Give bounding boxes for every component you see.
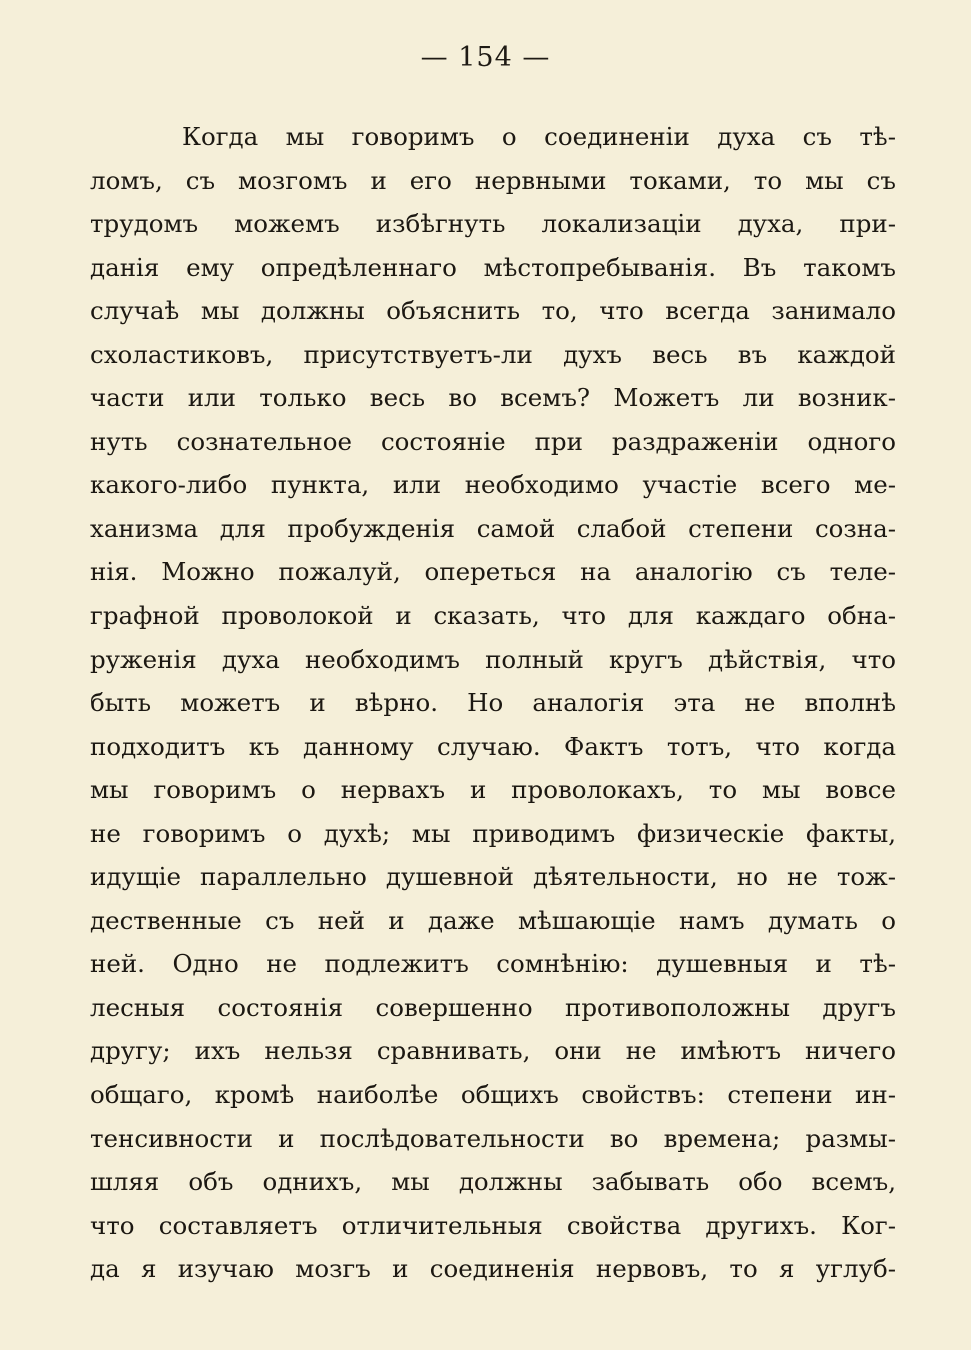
text-line: да я изучаю мозгъ и соединенiя нервовъ, то я углуб- — [90, 1254, 896, 1284]
text-line: трудомъ можемъ избѣгнуть локализацiи духа, при- — [90, 209, 896, 239]
text-line: что составляетъ отличительныя свойства другихъ. Ког- — [90, 1210, 896, 1240]
text-line: тенсивности и послѣдовательности во времена; размы- — [90, 1123, 896, 1153]
text-line: дественные съ ней и даже мѣшающiе намъ думать о — [90, 905, 896, 935]
text-line: ней. Одно не подлежитъ сомнѣнiю: душевныя и тѣ- — [90, 949, 896, 979]
page-number: — 154 — — [420, 42, 551, 73]
text-line: случаѣ мы должны объяснить то, что всегда занимало — [90, 296, 896, 326]
text-line: другу; ихъ нельзя сравнивать, они не имѣютъ ничего — [90, 1036, 896, 1066]
text-line: нуть сознательное состоянiе при раздраженiи одного — [90, 426, 896, 456]
text-line: руженiя духа необходимъ полный кругъ дѣйствiя, что — [90, 644, 896, 674]
text-line: не говоримъ о духѣ; мы приводимъ физическiе факты, — [90, 818, 896, 848]
body-text — [90, 115, 896, 1291]
text-line: графной проволокой и сказать, что для каждаго обна- — [90, 601, 896, 631]
text-line: Когда мы говоримъ о соединенiи духа съ тѣ- — [182, 122, 896, 151]
text-line: какого-либо пункта, или необходимо участiе всего ме- — [90, 470, 896, 500]
text-line: лесныя состоянiя совершенно противоположны другъ — [90, 992, 896, 1022]
text-line: идущiе параллельно душевной дѣятельности, но не тож- — [90, 862, 896, 892]
text-line: части или только весь во всемъ? Можетъ ли возник- — [90, 383, 896, 413]
text-line: ломъ, съ мозгомъ и его нервными токами, то мы съ — [90, 165, 896, 195]
text-line: быть можетъ и вѣрно. Но аналогiя эта не вполнѣ — [90, 688, 896, 718]
text-line: данiя ему опредѣленнаго мѣстопребыванiя. Въ такомъ — [90, 252, 896, 282]
text-line: нiя. Можно пожалуй, опереться на аналогiю съ теле- — [90, 557, 896, 587]
text-line: подходитъ къ данному случаю. Фактъ тотъ, что когда — [90, 731, 896, 761]
text-line: шляя объ однихъ, мы должны забывать обо всемъ, — [90, 1167, 896, 1197]
text-line: мы говоримъ о нервахъ и проволокахъ, то мы вовсе — [90, 775, 896, 805]
text-line: ханизма для пробужденiя самой слабой степени созна- — [90, 513, 896, 543]
text-line: общаго, кромѣ наиболѣе общихъ свойствъ: степени ин- — [90, 1080, 896, 1110]
text-line: схоластиковъ, присутствуетъ-ли духъ весь въ каждой — [90, 339, 896, 369]
